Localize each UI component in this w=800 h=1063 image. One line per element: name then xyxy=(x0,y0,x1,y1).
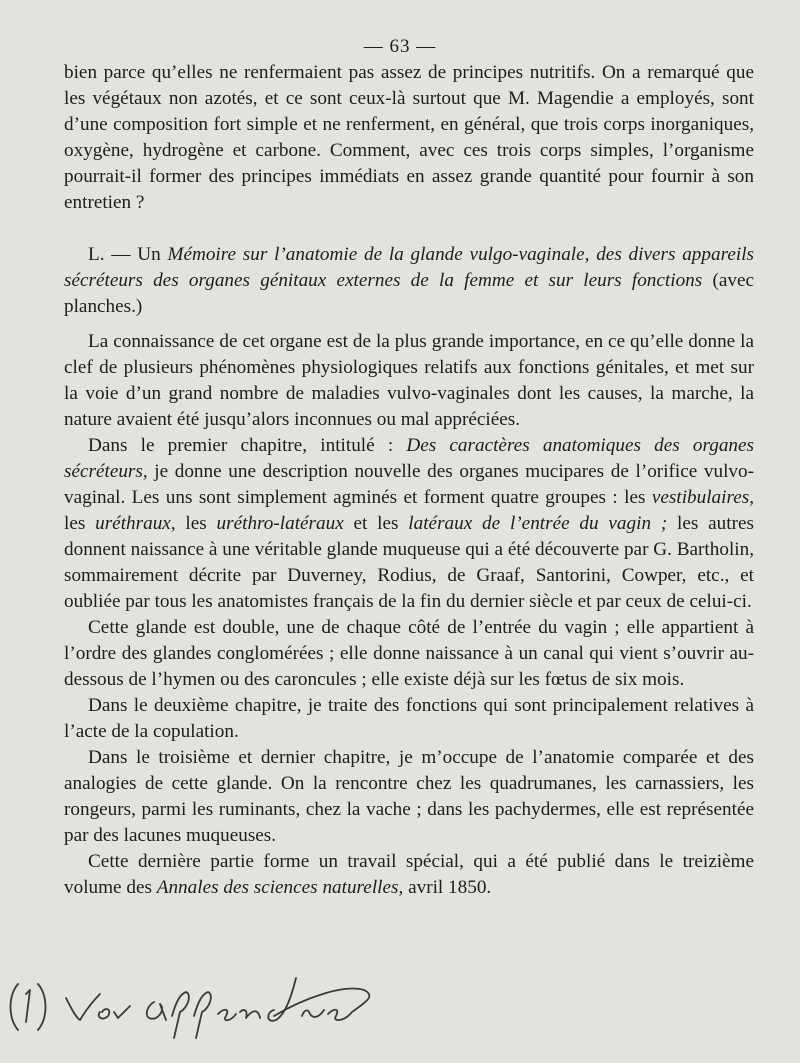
paragraph-1: La connaissance de cet organe est de la plus grande importance, en ce qu’elle donne la clef de plusieurs phénomènes physiologiques relatifs aux fonctions génitales, et met sur la voie d’un grand nombre de maladies vulvo-vaginales dont les causes, la marche, la nature avaient été jusqu’alors inconnues ou mal appréciées. xyxy=(64,331,754,430)
text-run: , je donne une description nouvelle des organes mucipares de l’orifice vulvo-vaginal. Les uns sont simplement agminés et forment quatre groupes : les xyxy=(64,461,754,508)
entry-title: Mémoire sur l’anatomie de la glande vulgo-vaginale, des divers appareils sécréteurs des organes génitaux externes de la femme et sur leurs fonctions xyxy=(64,244,754,291)
section-gap xyxy=(64,320,754,329)
text-run: , avril 1850. xyxy=(398,877,492,898)
text-run: Cette dernière partie forme un travail spécial, qui a été publié dans le treizième volume des xyxy=(64,851,754,898)
text-run: , les xyxy=(170,513,217,534)
paragraph-4: Dans le deuxième chapitre, je traite des fonctions qui sont principalement relatives à l’acte de la copulation. xyxy=(64,695,754,742)
italic-run: Des caractères anatomiques des organes sécréteurs xyxy=(64,435,755,482)
italic-run: vestibulaires xyxy=(651,487,750,508)
italic-run: Annales des sciences naturelles xyxy=(156,877,399,898)
paragraph-6 xyxy=(64,849,754,901)
text-run: Dans le premier chapitre, intitulé : xyxy=(88,435,407,456)
entry-label: L. — Un xyxy=(88,244,168,265)
text-run: les autres donnent naissance à une véritable glande muqueuse qui a été découverte par G. Bartholin, sommairement décrite par Duverney, Rodius, de Graaf, Santorini, Cowper, etc., et oubliée par tous les anatomistes français de la fin du dernier siècle et par ceux de celui-ci. xyxy=(64,513,754,612)
paragraph-3: Cette glande est double, une de chaque côté de l’entrée du vagin ; elle appartient à l’ordre des glandes conglomérées ; elle donne naissance à un canal qui vient s’ouvrir au-dessous de l’hymen ou des caroncules ; elle existe déjà sur les fœtus de six mois. xyxy=(64,617,754,690)
text-run: , les xyxy=(64,487,754,534)
paragraph-2 xyxy=(64,433,754,615)
italic-run: uréthro-latéraux xyxy=(216,513,344,534)
paragraph-5: Dans le troisième et dernier chapitre, je m’occupe de l’anatomie comparée et des analogies de cette glande. On la rencontre chez les quadrumanes, les carnassiers, les rongeurs, parmi les ruminants, chez la vache ; dans les pachydermes, elle est représentée par des lacunes muqueuses. xyxy=(64,747,754,846)
paragraph-top: bien parce qu’elles ne renfermaient pas assez de principes nutritifs. On a remarqué que les végétaux non azotés, et ce sont ceux-là surtout que M. Magendie a employés, sont d’une composition fort simple et ne renferment, en général, que trois corps inorganiques, oxygène, hydrogène et carbone. Comment, avec ces trois corps simples, l’organisme pourrait-il former des principes immédiats en assez grande quantité pour fournir à son entretien ? xyxy=(64,62,754,213)
page-number: — 63 — xyxy=(363,36,437,57)
handwritten-note xyxy=(4,972,404,1042)
section-gap xyxy=(64,216,754,242)
italic-run: latéraux de l’entrée du vagin ; xyxy=(408,513,668,534)
italic-run: uréthraux xyxy=(95,513,171,534)
entry-heading xyxy=(64,242,754,320)
handwritten-note-drawing xyxy=(4,972,404,1042)
entry-tail: (avec planches.) xyxy=(64,270,754,317)
page-body xyxy=(64,60,754,901)
text-run: et les xyxy=(343,513,409,534)
